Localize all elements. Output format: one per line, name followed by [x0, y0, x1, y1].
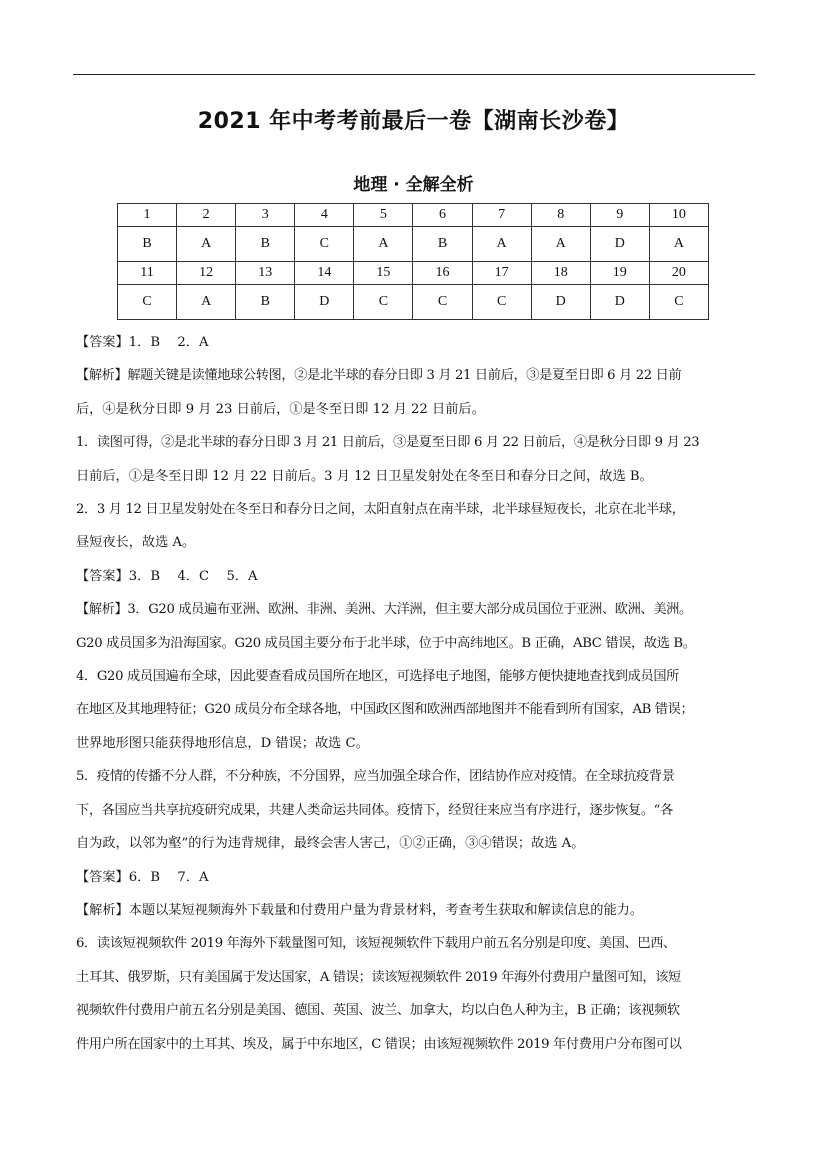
- analysis-body: [76, 326, 756, 1061]
- answer-cell: B: [413, 227, 472, 262]
- analysis-line: 【解析】本题以某短视频海外下载量和付费用户量为背景材料，考查考生获取和解读信息的能力。: [76, 902, 644, 918]
- analysis-line: 土耳其、俄罗斯，只有美国属于发达国家，A 错误；读该短视频软件 2019 年海外付费用户量图可知，该短: [76, 969, 681, 985]
- analysis-line: 自为政，以邻为壑”的行为违背规律，最终会害人害己，①②正确，③④错误；故选 A。: [76, 836, 585, 852]
- answer-cell: B: [236, 227, 295, 262]
- analysis-line: 1．读图可得，②是北半球的春分日即 3 月 21 日前后，③是夏至日即 6 月 22 日前后，④是秋分日即 9 月 23: [76, 435, 700, 451]
- answer-cell: B: [236, 285, 295, 320]
- analysis-line: 【解析】3．G20 成员遍布亚洲、欧洲、非洲、美洲、大洋洲，但主要大部分成员国位于亚洲、欧洲、美洲。: [76, 602, 692, 618]
- answer-cell: D: [295, 285, 354, 320]
- question-number: 17: [472, 262, 531, 285]
- answer-cell: A: [354, 227, 413, 262]
- answer-cell: C: [354, 285, 413, 320]
- analysis-line: 昼短夜长，故选 A。: [76, 535, 196, 551]
- analysis-line: 【解析】解题关键是读懂地球公转图，②是北半球的春分日即 3 月 21 日前后，③是夏至日即 6 月 22 日前: [76, 368, 682, 384]
- analysis-line: 6．读该短视频软件 2019 年海外下载量图可知，该短视频软件下载用户前五名分别是印度、美国、巴西、: [76, 936, 676, 952]
- header-rule: [73, 74, 755, 75]
- answer-cell: B: [118, 227, 177, 262]
- question-number: 2: [177, 204, 236, 227]
- analysis-line: 4．G20 成员国遍布全球，因此要查看成员国所在地区，可选择电子地图，能够方便快捷地查找到成员国所: [76, 669, 679, 685]
- question-number: 13: [236, 262, 295, 285]
- answer-cell: A: [531, 227, 590, 262]
- answer-cell: C: [413, 285, 472, 320]
- page-title: 2021 年中考考前最后一卷【湖南长沙卷】: [197, 109, 630, 134]
- analysis-line: 5．疫情的传播不分人群，不分种族，不分国界，应当加强全球合作，团结协作应对疫情。在全球抗疫背景: [76, 769, 675, 785]
- page-subtitle: 地理 · 全解全析: [353, 175, 474, 195]
- analysis-line: 下，各国应当共享抗疫研究成果，共建人类命运共同体。疫情下，经贸往来应当有序进行，逐步恢复。“各: [76, 802, 673, 818]
- answer-cell: A: [177, 285, 236, 320]
- question-number: 16: [413, 262, 472, 285]
- question-number: 5: [354, 204, 413, 227]
- question-number: 7: [472, 204, 531, 227]
- question-number: 8: [531, 204, 590, 227]
- question-number: 6: [413, 204, 472, 227]
- answer-cell: C: [649, 285, 708, 320]
- question-number: 3: [236, 204, 295, 227]
- answer-cell: D: [531, 285, 590, 320]
- answer-line: 【答案】6．B 7．A: [76, 869, 209, 885]
- analysis-line: 视频软件付费用户前五名分别是美国、德国、英国、波兰、加拿大，均以白色人种为主，B 正确；该视频软: [76, 1003, 680, 1019]
- question-number: 12: [177, 262, 236, 285]
- question-number: 19: [590, 262, 649, 285]
- analysis-line: 后，④是秋分日即 9 月 23 日前后，①是冬至日即 12 月 22 日前后。: [76, 401, 485, 417]
- question-number: 14: [295, 262, 354, 285]
- answer-line: 【答案】3．B 4．C 5．A: [76, 568, 258, 584]
- answer-table-answer-row: [118, 227, 709, 262]
- answer-cell: D: [590, 285, 649, 320]
- answer-line: 【答案】1．B 2．A: [76, 335, 209, 350]
- answer-cell: C: [472, 285, 531, 320]
- answer-cell: A: [649, 227, 708, 262]
- analysis-line: 日前后，①是冬至日即 12 月 22 日前后。3 月 12 日卫星发射处在冬至日和春分日之间，故选 B。: [76, 468, 653, 484]
- analysis-line: G20 成员国多为沿海国家。G20 成员国主要分布于北半球，位于中高纬地区。B 正确，ABC 错误，故选 B。: [76, 635, 696, 651]
- question-number: 10: [649, 204, 708, 227]
- answer-cell: D: [590, 227, 649, 262]
- answer-table: [117, 203, 709, 320]
- answer-table-number-row: [118, 204, 709, 227]
- analysis-line: 世界地形图只能获得地形信息，D 错误；故选 C。: [76, 735, 369, 751]
- answer-cell: A: [177, 227, 236, 262]
- analysis-line: 件用户所在国家中的土耳其、埃及，属于中东地区，C 错误；由该短视频软件 2019 年付费用户分布图可以: [76, 1036, 682, 1052]
- analysis-line: 2．3 月 12 日卫星发射处在冬至日和春分日之间，太阳直射点在南半球，北半球昼短夜长，北京在北半球，: [76, 502, 685, 518]
- question-number: 4: [295, 204, 354, 227]
- analysis-line: 在地区及其地理特征；G20 成员分布全球各地，中国政区图和欧洲西部地图并不能看到所有国家，AB 错误；: [76, 702, 694, 718]
- answer-cell: C: [118, 285, 177, 320]
- question-number: 1: [118, 204, 177, 227]
- question-number: 15: [354, 262, 413, 285]
- question-number: 11: [118, 262, 177, 285]
- answer-cell: C: [295, 227, 354, 262]
- question-number: 20: [649, 262, 708, 285]
- question-number: 18: [531, 262, 590, 285]
- answer-cell: A: [472, 227, 531, 262]
- question-number: 9: [590, 204, 649, 227]
- answer-table-number-row: [118, 262, 709, 285]
- answer-table-answer-row: [118, 285, 709, 320]
